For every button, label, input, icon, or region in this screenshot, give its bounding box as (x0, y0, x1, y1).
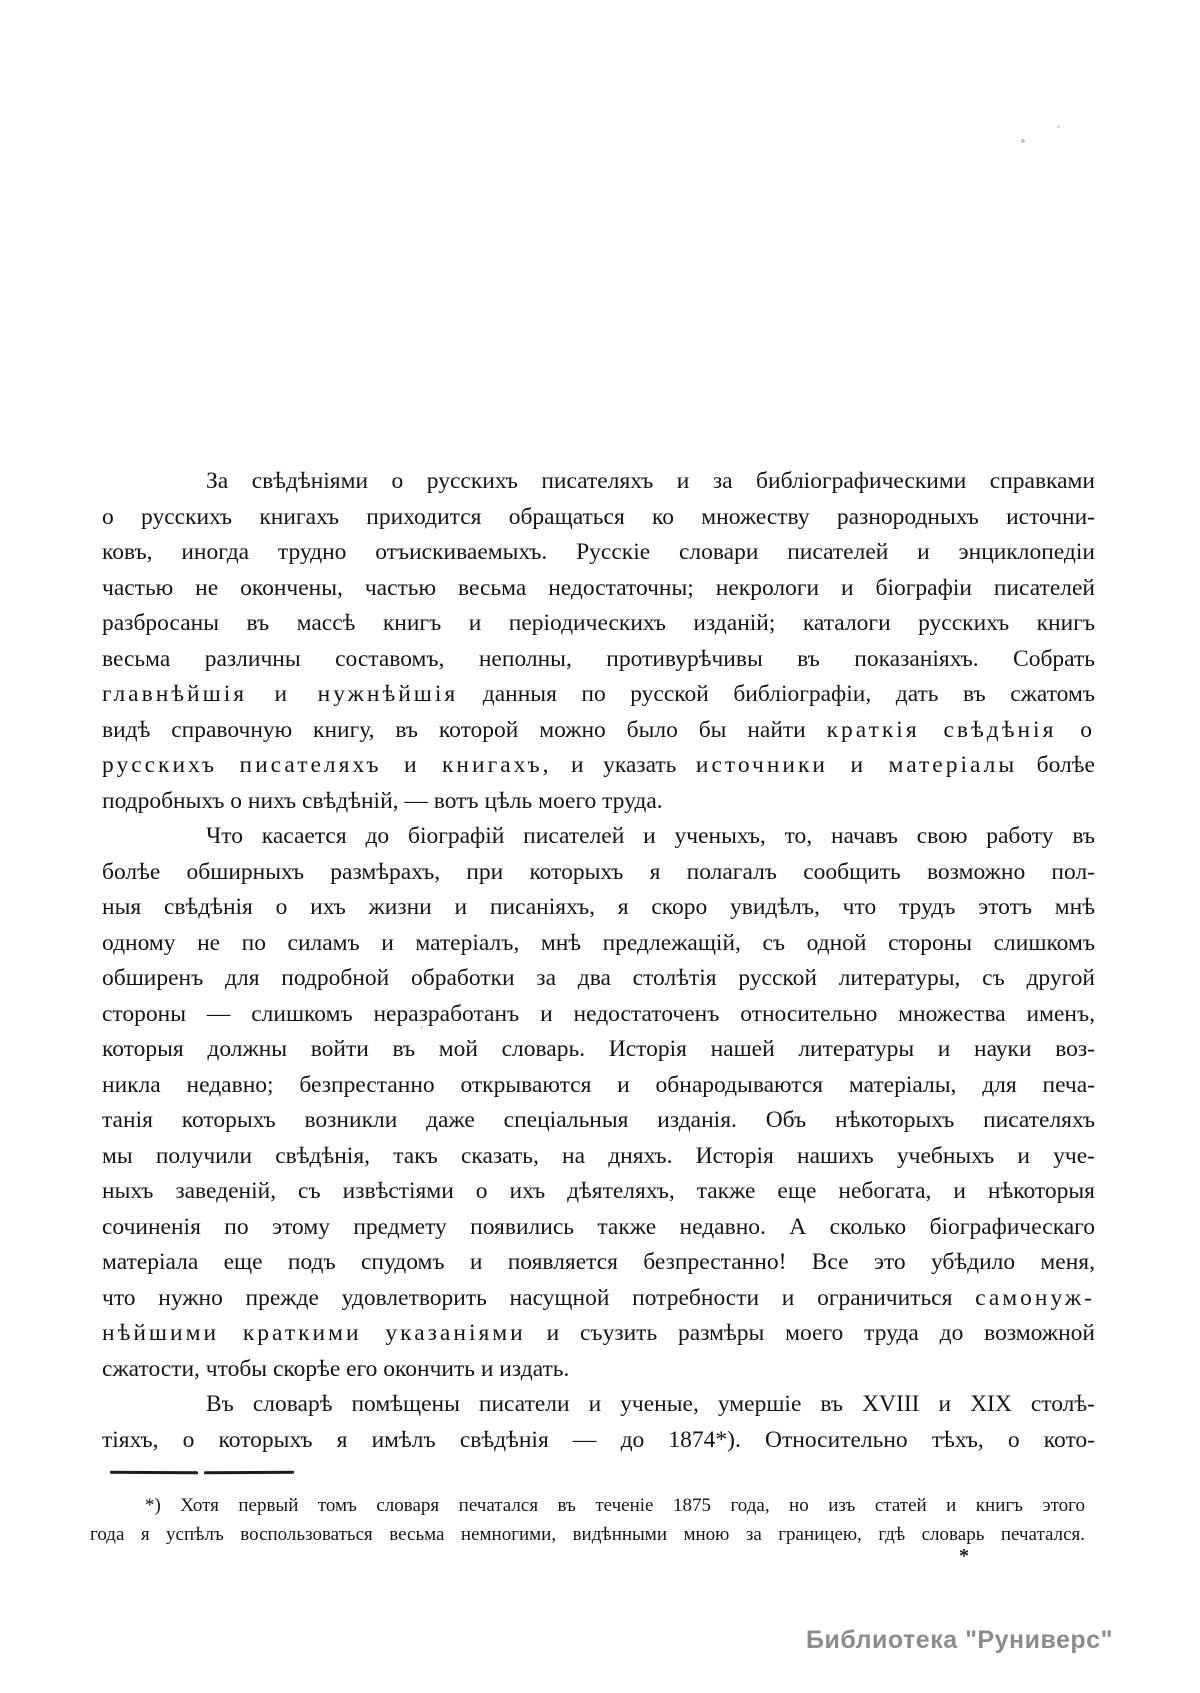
text-line (102, 961, 1095, 997)
letterspaced-text-segment: нѣйшими краткими указаніями (102, 1320, 526, 1346)
text-line (102, 1032, 1095, 1068)
text-segment: подробныхъ о нихъ свѣдѣній, — вотъ цѣль моего труда. (102, 787, 663, 814)
text-segment: обширенъ для подробной обработки за два столѣтія русской литературы, съ другой (102, 965, 1095, 991)
text-line (102, 606, 1095, 642)
letterspaced-text-segment: главнѣйшія и нужнѣйшія (102, 681, 459, 707)
text-segment: ныхъ заведеній, съ извѣстіями о ихъ дѣятеляхъ, также еще небогата, и нѣкоторыя (102, 1178, 1095, 1204)
text-line (102, 535, 1095, 571)
text-segment: разбросаны въ массѣ книгъ и періодическихъ изданій; каталоги русскихъ книгъ (102, 610, 1095, 636)
text-line (102, 926, 1095, 962)
text-line (102, 1068, 1095, 1104)
text-line (102, 571, 1095, 607)
text-segment: и указать (551, 752, 696, 778)
letterspaced-text-segment: краткія свѣдѣнія о (826, 716, 1095, 743)
letterspaced-text-segment: русскихъ писателяхъ и книгахъ, (102, 752, 552, 778)
text-segment: частью не окончены, частью весьма недостаточны; некрологи и біографіи писателей (102, 574, 1095, 601)
footnote-separator-rule (110, 1471, 198, 1474)
text-segment: ковъ, иногда трудно отъискиваемыхъ. Русскіе словари писателей и энциклопедіи (102, 539, 1095, 565)
text-line (102, 500, 1095, 536)
text-line (102, 1352, 1095, 1388)
text-line (102, 713, 1095, 749)
footnote-asterisk: * (959, 1545, 969, 1567)
text-line (102, 642, 1095, 678)
letterspaced-text-segment: источники и матеріалы (695, 752, 1018, 778)
text-segment: ныя свѣдѣнія о ихъ жизни и писаніяхъ, я скоро увидѣлъ, что трудъ этотъ мнѣ (102, 894, 1095, 920)
text-segment: болѣе (1017, 752, 1095, 778)
footnote-separator-rule (204, 1471, 294, 1474)
scan-artifact-dot (1021, 139, 1025, 143)
text-segment: одному не по силамъ и матеріалъ, мнѣ предлежащій, съ одной стороны слишкомъ (102, 929, 1095, 956)
letterspaced-text-segment: самонуж- (975, 1284, 1095, 1311)
text-segment: сжатости, чтобы скорѣе его окончить и издать. (102, 1355, 570, 1382)
text-line (102, 748, 1095, 784)
library-watermark: Библиотека "Руниверс" (806, 1626, 1113, 1654)
text-segment: матеріала еще подъ спудомъ и появляется безпрестанно! Все это убѣдило меня, (102, 1249, 1095, 1275)
text-segment: тіяхъ, о которыхъ я имѣлъ свѣдѣнія — до 1874*). Относительно тѣхъ, о кото- (102, 1426, 1095, 1453)
scan-artifact-dot (1057, 125, 1060, 128)
text-segment: мы получили свѣдѣнія, такъ сказать, на дняхъ. Исторія нашихъ учебныхъ и уче- (102, 1142, 1095, 1169)
text-line (102, 1281, 1095, 1317)
text-segment: никла недавно; безпрестанно открываются и обнародываются матеріалы, для печа- (102, 1071, 1095, 1098)
text-segment: видѣ справочную книгу, въ которой можно было бы найти (102, 716, 827, 743)
text-segment: стороны — слишкомъ неразработанъ и недостаточенъ относительно множества именъ, (102, 1000, 1095, 1027)
main-text (102, 464, 1095, 1458)
text-line (102, 1139, 1095, 1175)
text-segment: Что касается до біографій писателей и ученыхъ, то, начавъ свою работу въ (206, 823, 1095, 849)
text-segment: танія которыхъ возникли даже спеціальныя изданія. Объ нѣкоторыхъ писателяхъ (102, 1107, 1095, 1133)
text-line (102, 677, 1095, 713)
text-segment: сочиненія по этому предмету появились также недавно. А сколько біографическаго (102, 1213, 1095, 1240)
text-segment: о русскихъ книгахъ приходится обращаться ко множеству разнородныхъ источни- (102, 503, 1095, 530)
text-line (102, 890, 1095, 926)
text-line (102, 784, 1095, 820)
text-segment: весьма различны составомъ, неполны, противурѣчивы въ показаніяхъ. Собрать (102, 645, 1095, 672)
text-line (102, 1174, 1095, 1210)
text-segment: данныя по русской библіографіи, дать въ сжатомъ (458, 681, 1095, 707)
text-segment: и съузить размѣры моего труда до возможной (525, 1320, 1095, 1346)
text-line (102, 997, 1095, 1033)
text-line (102, 1245, 1095, 1281)
text-line (102, 1316, 1095, 1352)
text-line (102, 1103, 1095, 1139)
text-line (102, 855, 1095, 891)
text-line (102, 1210, 1095, 1246)
text-segment: За свѣдѣніями о русскихъ писателяхъ и за библіографическими справками (206, 468, 1095, 494)
text-segment: болѣе обширныхъ размѣрахъ, при которыхъ я полагалъ сообщить возможно пол- (102, 858, 1095, 885)
text-line (102, 819, 1095, 855)
text-segment: *) Хотя первый томъ словаря печатался въ теченіе 1875 года, но изъ статей и книгъ этого (145, 1495, 1085, 1516)
text-line (90, 1491, 1085, 1520)
text-line (90, 1520, 1085, 1549)
text-line (102, 464, 1095, 500)
footnote (90, 1491, 1085, 1549)
text-segment: года я успѣлъ воспользоваться весьма немногими, видѣнными мною за границею, гдѣ словарь печатался. (90, 1524, 1085, 1545)
text-segment: что нужно прежде удовлетворить насущной потребности и ограничиться (102, 1284, 976, 1311)
text-line (102, 1423, 1095, 1459)
text-segment: которыя должны войти въ мой словарь. Исторія нашей литературы и науки воз- (102, 1036, 1095, 1062)
text-segment: Въ словарѣ помѣщены писатели и ученые, умершіе въ XVIII и XIX столѣ- (206, 1391, 1095, 1417)
text-line (102, 1387, 1095, 1423)
